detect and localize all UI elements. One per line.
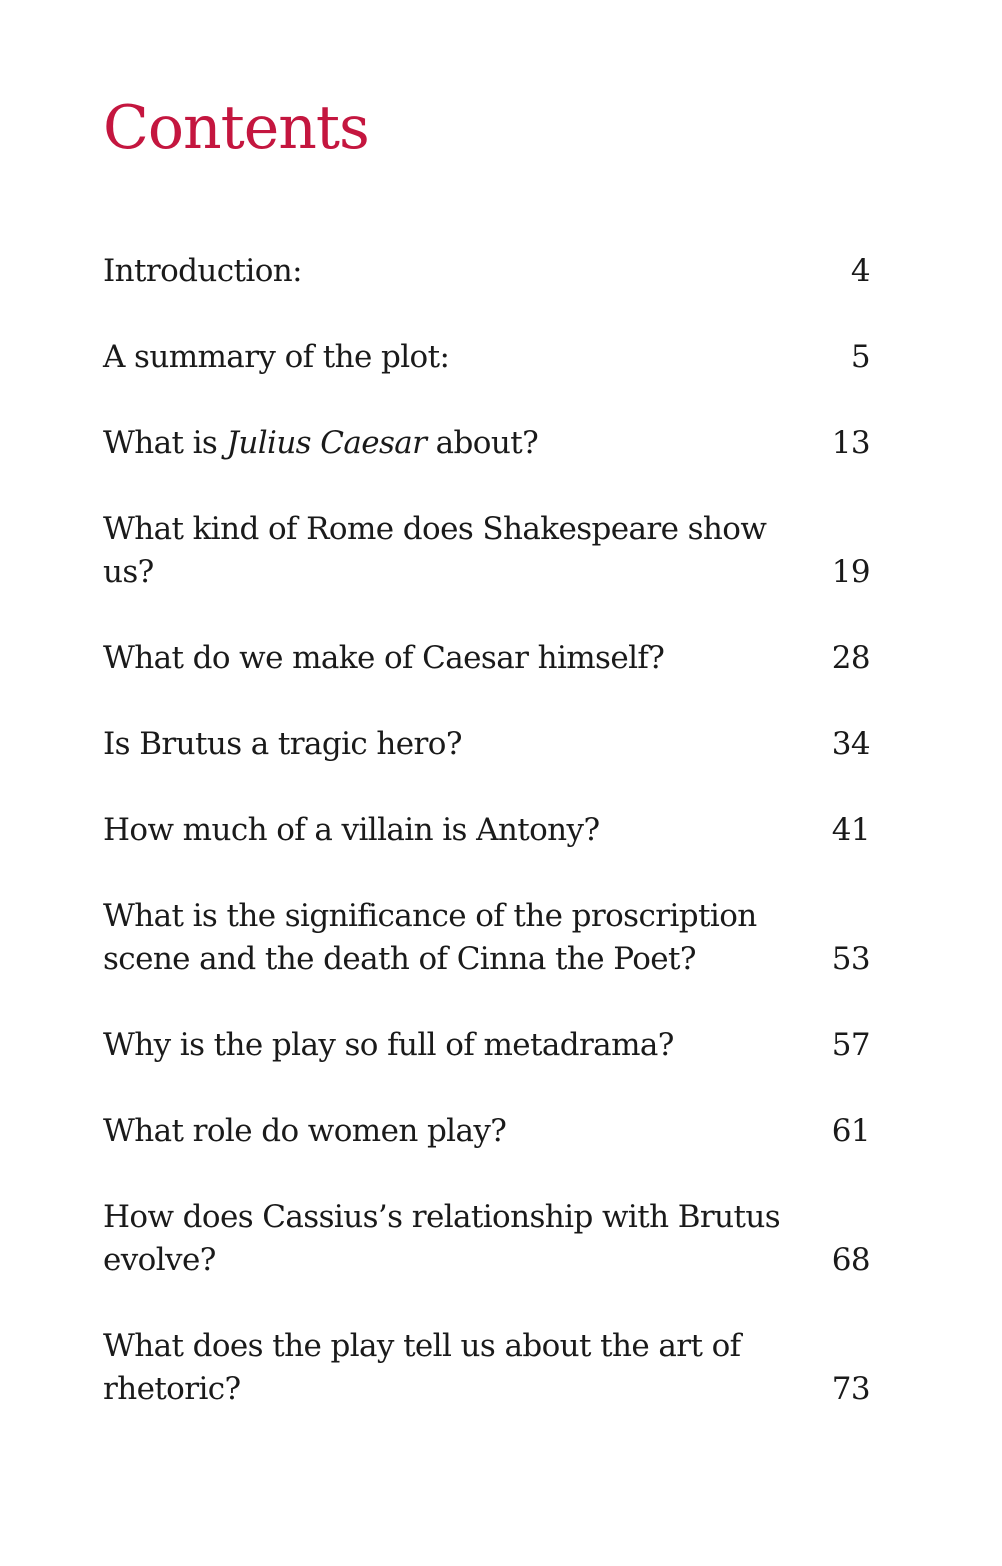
toc-entry-proscription[interactable] bbox=[103, 895, 870, 981]
toc-page-number: 57 bbox=[831, 1027, 870, 1063]
toc-page-number: 4 bbox=[850, 253, 870, 289]
toc-page-number: 19 bbox=[831, 554, 870, 590]
toc-page-number: 13 bbox=[831, 425, 870, 461]
page-title: Contents bbox=[103, 93, 369, 163]
toc-page-number: 53 bbox=[831, 941, 870, 977]
toc-entry-brutus[interactable] bbox=[103, 723, 870, 766]
toc-page-number: 61 bbox=[831, 1113, 870, 1149]
toc-entry-rhetoric[interactable] bbox=[103, 1325, 870, 1411]
toc-page-number: 5 bbox=[850, 339, 870, 375]
toc-entry-what-is-it-about[interactable] bbox=[103, 422, 870, 465]
toc-page-number: 73 bbox=[831, 1371, 870, 1407]
toc-label-text: about? bbox=[426, 425, 539, 461]
toc-entry-caesar[interactable] bbox=[103, 637, 870, 680]
toc-page-number: 41 bbox=[831, 812, 870, 848]
toc-entry-label: How much of a villain is Antony? bbox=[103, 812, 600, 848]
toc-entry-label: What does the play tell us about the art of rhetoric? bbox=[103, 1328, 741, 1407]
toc-entry-women[interactable] bbox=[103, 1110, 870, 1153]
toc-page-number: 68 bbox=[831, 1242, 870, 1278]
toc-entry-label: Why is the play so full of metadrama? bbox=[103, 1027, 674, 1063]
toc-entry-cassius[interactable] bbox=[103, 1196, 870, 1282]
table-of-contents bbox=[103, 250, 870, 1454]
toc-entry-label: A summary of the plot: bbox=[103, 339, 450, 375]
toc-entry-label: How does Cassius’s relationship with Brutus evolve? bbox=[103, 1199, 780, 1278]
toc-page-number: 28 bbox=[831, 640, 870, 676]
play-title: Julius Caesar bbox=[226, 425, 427, 461]
toc-entry-label: Is Brutus a tragic hero? bbox=[103, 726, 462, 762]
toc-entry-label bbox=[103, 422, 538, 465]
toc-entry-label: Introduction: bbox=[103, 253, 302, 289]
toc-entry-metadrama[interactable] bbox=[103, 1024, 870, 1067]
toc-entry-label: What is the significance of the proscription scene and the death of Cinna the Poet? bbox=[103, 898, 757, 977]
toc-entry-label: What role do women play? bbox=[103, 1113, 507, 1149]
toc-page-number: 34 bbox=[831, 726, 870, 762]
toc-entry-introduction[interactable] bbox=[103, 250, 870, 293]
toc-entry-plot-summary[interactable] bbox=[103, 336, 870, 379]
toc-entry-rome[interactable] bbox=[103, 508, 870, 594]
toc-label-text: What is bbox=[103, 425, 227, 461]
toc-entry-label: What do we make of Caesar himself? bbox=[103, 640, 665, 676]
toc-entry-antony[interactable] bbox=[103, 809, 870, 852]
toc-entry-label: What kind of Rome does Shakespeare show us? bbox=[103, 511, 767, 590]
